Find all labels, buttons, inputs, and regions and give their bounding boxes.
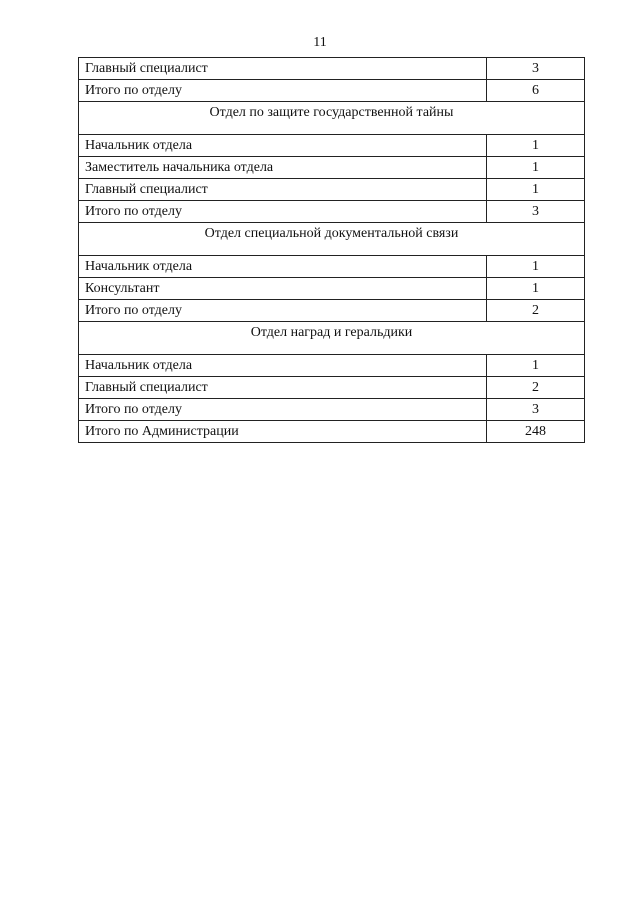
subtotal-count: 6 <box>487 80 585 102</box>
position-count: 1 <box>487 355 585 377</box>
section-title: Отдел по защите государственной тайны <box>79 102 585 135</box>
table-row <box>79 256 585 278</box>
position-name: Консультант <box>79 278 487 300</box>
subtotal-label: Итого по отделу <box>79 300 487 322</box>
position-name: Главный специалист <box>79 58 487 80</box>
section-header-row <box>79 102 585 135</box>
position-name: Главный специалист <box>79 179 487 201</box>
grand-total-row <box>79 421 585 443</box>
position-count: 3 <box>487 58 585 80</box>
table-row <box>79 278 585 300</box>
table-row <box>79 58 585 80</box>
table-row <box>79 179 585 201</box>
table-row <box>79 377 585 399</box>
table-row <box>79 300 585 322</box>
position-count: 1 <box>487 256 585 278</box>
staffing-table <box>78 57 585 443</box>
section-header-row <box>79 322 585 355</box>
grand-total-count: 248 <box>487 421 585 443</box>
table-row <box>79 355 585 377</box>
table-row <box>79 135 585 157</box>
subtotal-count: 3 <box>487 201 585 223</box>
position-count: 2 <box>487 377 585 399</box>
section-title: Отдел наград и геральдики <box>79 322 585 355</box>
position-name: Заместитель начальника отдела <box>79 157 487 179</box>
position-count: 1 <box>487 135 585 157</box>
section-header-row <box>79 223 585 256</box>
position-count: 1 <box>487 179 585 201</box>
subtotal-label: Итого по отделу <box>79 399 487 421</box>
subtotal-count: 2 <box>487 300 585 322</box>
page-number: 11 <box>313 35 327 50</box>
position-name: Начальник отдела <box>79 355 487 377</box>
table-row <box>79 80 585 102</box>
table-row <box>79 399 585 421</box>
position-count: 1 <box>487 278 585 300</box>
table-row <box>79 157 585 179</box>
subtotal-label: Итого по отделу <box>79 80 487 102</box>
position-count: 1 <box>487 157 585 179</box>
position-name: Главный специалист <box>79 377 487 399</box>
position-name: Начальник отдела <box>79 256 487 278</box>
subtotal-label: Итого по отделу <box>79 201 487 223</box>
table-row <box>79 201 585 223</box>
position-name: Начальник отдела <box>79 135 487 157</box>
subtotal-count: 3 <box>487 399 585 421</box>
section-title: Отдел специальной документальной связи <box>79 223 585 256</box>
grand-total-label: Итого по Администрации <box>79 421 487 443</box>
